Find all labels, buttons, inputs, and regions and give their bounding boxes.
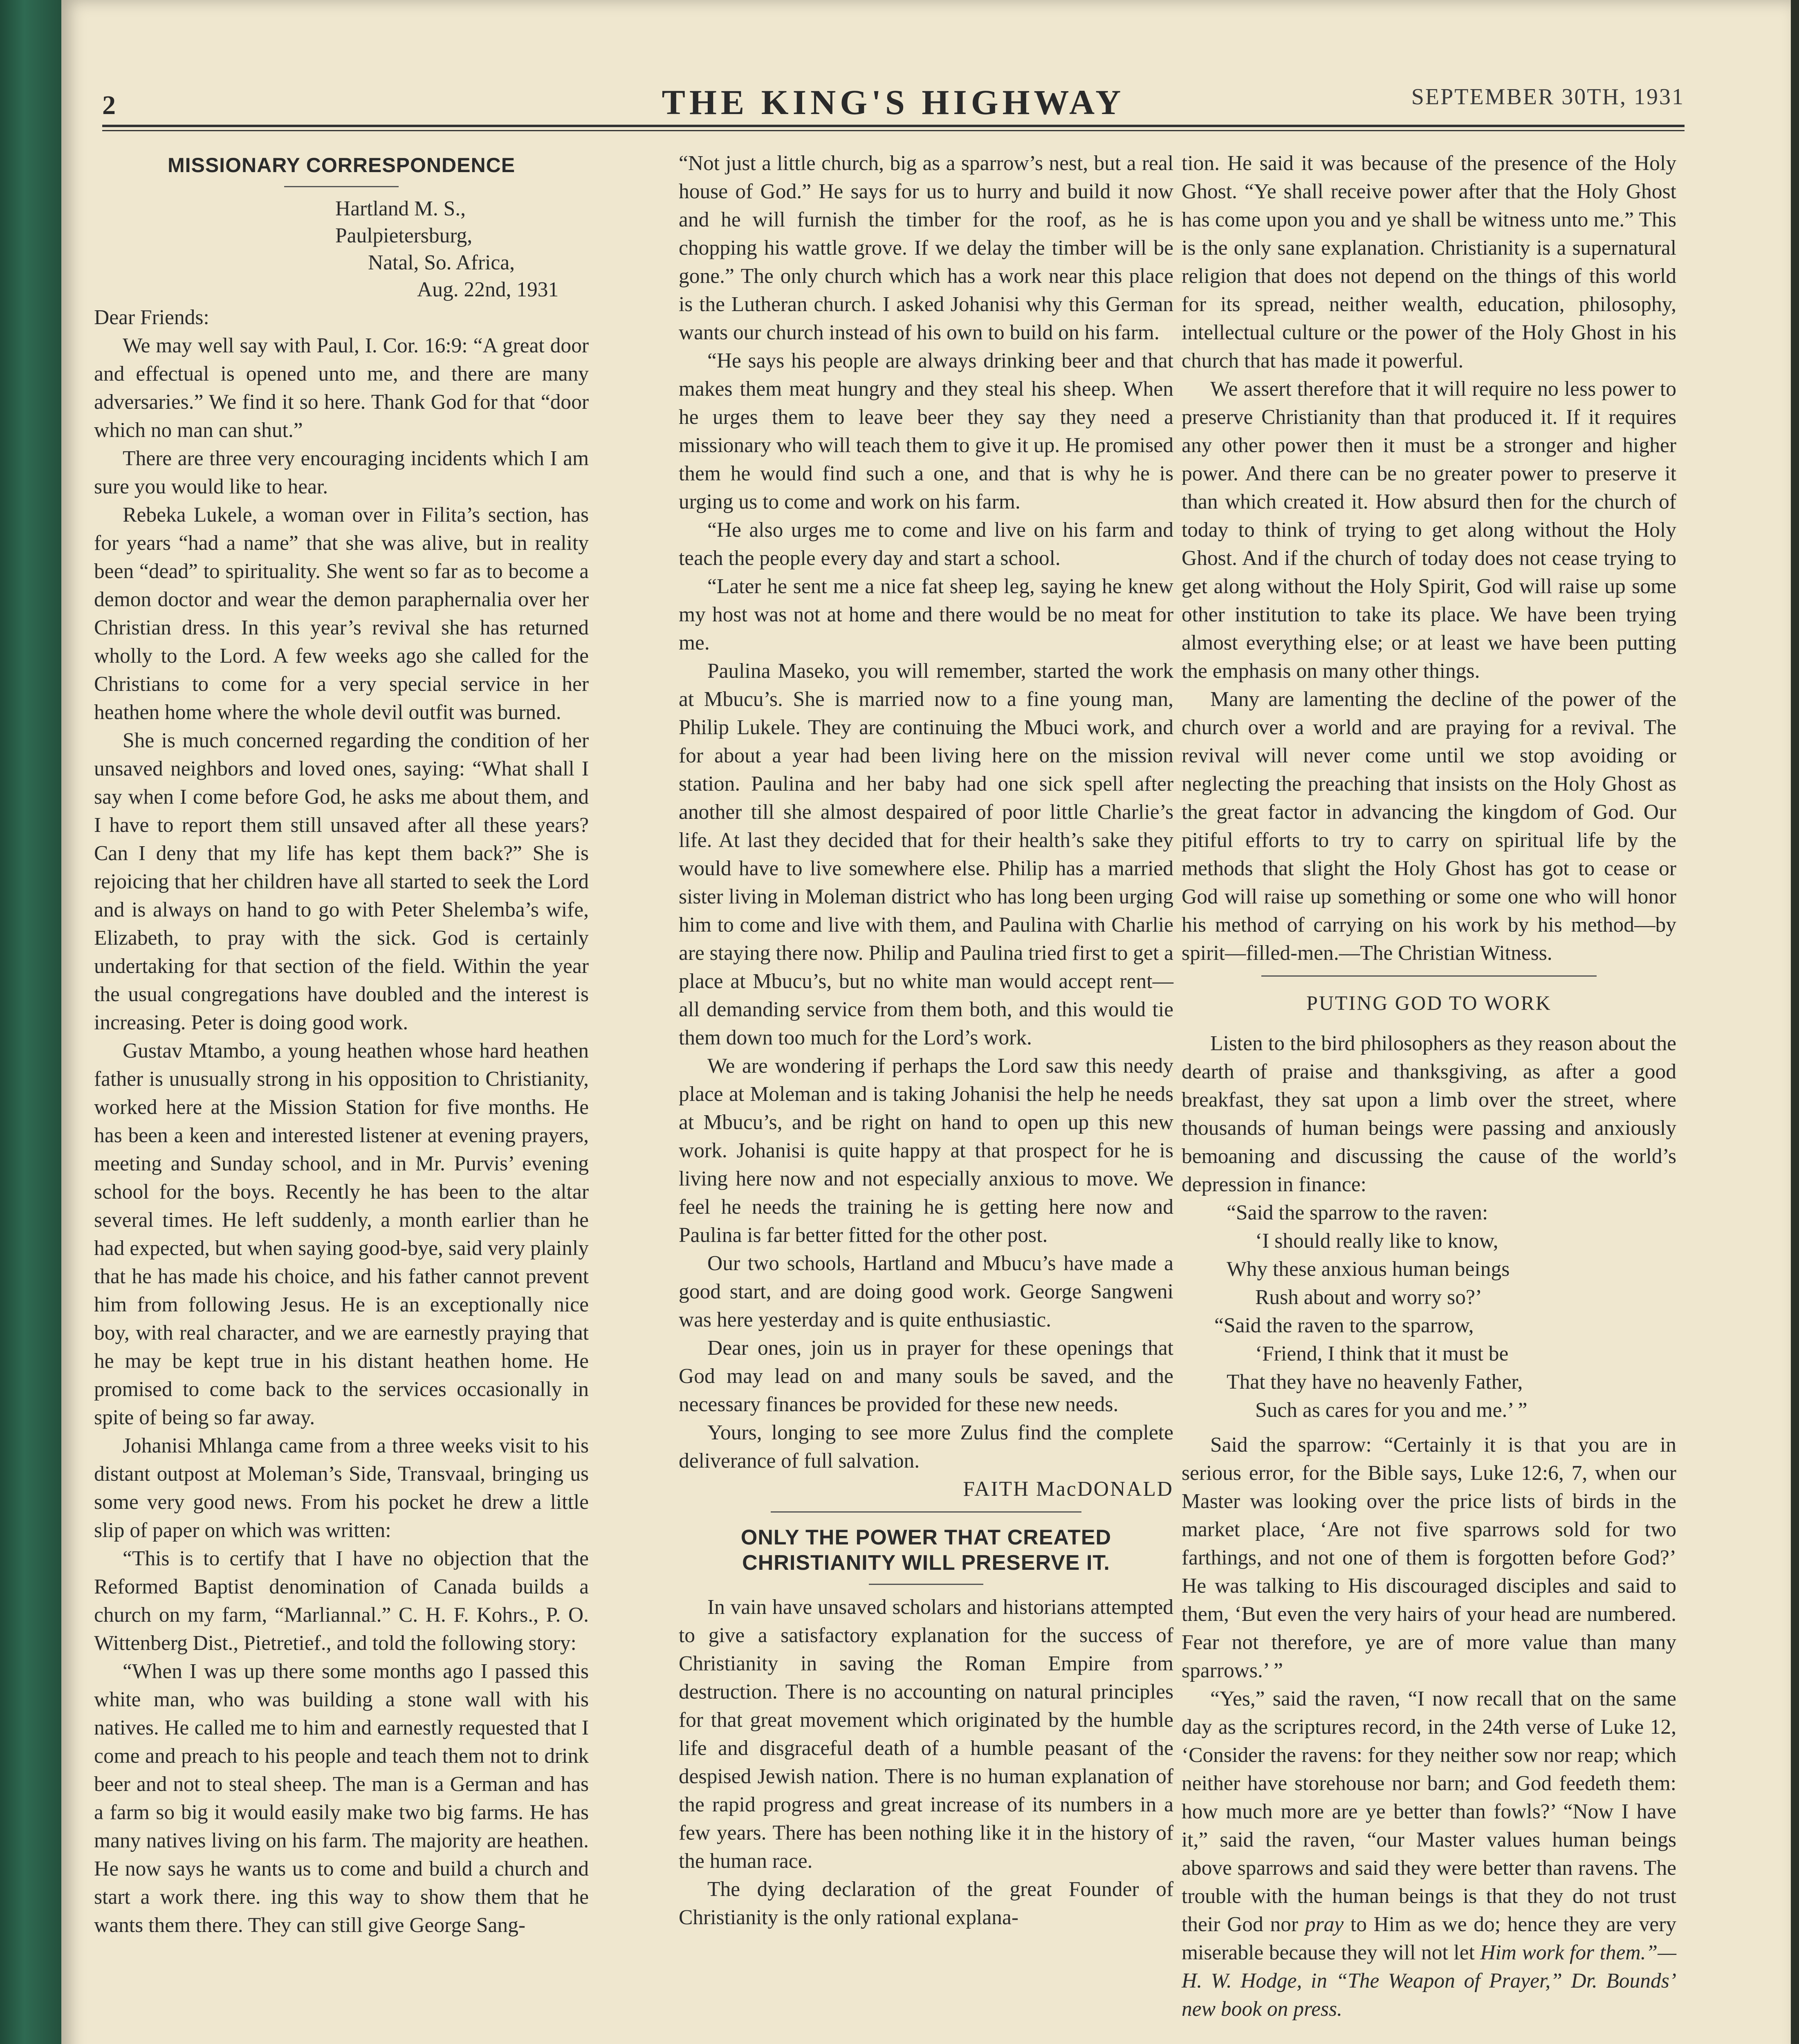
paragraph: Gustav Mtambo, a young heathen whose hard heathen father is unusually strong in his opposition to Christianity, worked here at the Mission Station for five months. He has been a keen and interested listener at evening prayers, meeting and Sunday school, and in Mr. Purvis’ evening school for the boys. Recently he has been to the altar several times. He left suddenly, a month earlier than he had expected, but when saying good-bye, said very plainly that he has made his choice, and his father cannot prevent him from following Jesus. He is an exceptionally nice boy, with real character, and we are earnestly praying that he may be kept true in his distant heathen home. He promised to come back to the services occasionally in spite of being so far away. [94, 1039, 589, 1429]
text-run-italic: pray [1305, 1913, 1344, 1936]
paragraph: In vain have unsaved scholars and historians attempted to give a satisfactory explanation for the success of Christianity in saving the Roman Empire from destruction. There is no accounting on natural principles for that great movement which originated by the humble life and disgraceful death of a humble peasant of the despised Jewish nation. There is no human explanation of the rapid progress and great increase of its numbers in a few years. There has been nothing like it in the history of the human race. [679, 1596, 1173, 1873]
column-1 [94, 149, 589, 1939]
salutation: Dear Friends: [94, 306, 209, 329]
poem-line: ‘Friend, I think that it must be [1255, 1342, 1509, 1365]
poem-line: Why these anxious human beings [1227, 1257, 1510, 1281]
puting-heading: PUTING GOD TO WORK [1306, 991, 1552, 1014]
poem-line: ‘I should really like to know, [1255, 1229, 1498, 1253]
paragraph: Yours, longing to see more Zulus find the complete deliverance of full salvation. [679, 1421, 1173, 1472]
poem-line: That they have no heavenly Father, [1227, 1370, 1523, 1394]
paragraph: “He says his people are always drinking beer and that makes them meat hungry and they steal his sheep. When he urges them to leave beer they say they need a missionary who will teach them to give it up. He promised them he would find such a one, and that is why he is urging us to come and work on his farm. [679, 349, 1173, 513]
paragraph: We assert therefore that it will require no less power to preserve Christianity than that produced it. If it requires any other power then it must be a stronger and higher power. And there can be no greater power to preserve it than which created it. How absurd then for the church of today to think of trying to get along without the Holy Ghost. And if the church of today does not cease trying to get along without the Holy Spirit, God will raise up some other institution to take its place. We have been trying almost everything else; or at least we have been putting the emphasis on many other things. [1182, 377, 1676, 683]
paragraph: Listen to the bird philosophers as they reason about the dearth of praise and thanksgiving, as after a good breakfast, they sat upon a limb over the street, where thousands of human beings were passing and anxiously bemoaning and discussing the cause of the world’s depression in finance: [1182, 1032, 1676, 1196]
paragraph: Rebeka Lukele, a woman over in Filita’s section, has for years “had a name” that she was alive, but in reality been “dead” to spirituality. She went so far as to become a demon doctor and wear the demon paraphernalia over her Christian dress. In this year’s revival she has returned wholly to the Lord. A few weeks ago she called for the Christians to come for a very special service in her heathen home where the whole devil outfit was burned. [94, 503, 589, 724]
paragraph: Said the sparrow: “Certainly it is that you are in serious error, for the Bible says, Luke 12:6, 7, when our Master was looking over the price lists of birds in the market place, ‘Are not five sparrows sold for two farthings, and not one of them is forgotten before God?’ He was talking to His discouraged disciples and said to them, ‘But even the very hairs of your head are numbered. Fear not therefore, ye are of more value than many sparrows.’ ” [1182, 1433, 1676, 1682]
divider [1261, 975, 1597, 977]
poem-line: “Said the raven to the sparrow, [1214, 1314, 1474, 1337]
header-rule [102, 125, 1685, 127]
address-line: Paulpietersburg, [335, 224, 473, 247]
paragraph: “Later he sent me a nice fat sheep leg, saying he knew my host was not at home and there would be no meat for me. [679, 575, 1173, 654]
paragraph: There are three very encouraging incidents which I am sure you would like to hear. [94, 447, 589, 498]
header-rule-thin [102, 130, 1685, 131]
divider [869, 1584, 983, 1585]
address-line: Aug. 22nd, 1931 [417, 278, 559, 301]
paragraph: “When I was up there some months ago I passed this white man, who was building a stone wall with his natives. He called me to him and earnestly requested that I come and preach to his people and teach them not to drink beer and not to steal sheep. The man is a German and has a farm so big it would easily make two big farms. He has many natives living on his farm. The majority are heathen. He now says he wants us to come and build a church and start a work there. ing this way to show them that he wants them there. They can still give George Sang- [94, 1660, 589, 1937]
page-number: 2 [102, 90, 116, 120]
issue-date: SEPTEMBER 30TH, 1931 [1411, 84, 1685, 110]
paragraph: “He also urges me to come and live on his farm and teach the people every day and start a school. [679, 518, 1173, 570]
paragraph: Dear ones, join us in prayer for these openings that God may lead on and many souls be saved, and the necessary finances be provided for these new needs. [679, 1336, 1173, 1416]
paragraph-final [1182, 1685, 1676, 2023]
text-run: “Yes,” said the raven, “I now recall that on the same day as the scriptures record, in the 24th verse of Luke 12, ‘Consider the ravens: for they neither sow nor reap; which neither have storehouse nor barn; and God feedeth them: how much more are ye better than fowls?’ “Now I have it,” said the raven, “our Master values human beings above sparrows and said they were better than ravens. The trouble with the human beings is that they do not trust their God nor [1182, 1687, 1676, 1936]
paragraph: Paulina Maseko, you will remember, started the work at Mbucu’s. She is married now to a fine young man, Philip Lukele. They are continuing the Mbuci work, and for about a year had been living here on the mission station. Paulina and her baby had one sick spell after another till she almost despaired of poor little Charlie’s life. At last they decided that for their health’s sake they would have to live somewhere else. Philip has a married sister living in Moleman district who has long been urging him to come and live with them, and Paulina with Charlie are staying there now. Philip and Paulina tried first to get a place at Mbucu’s, but no white man would accept rent—all demanding service from them both, and this would tie them down too much for the Lord’s work. [679, 659, 1173, 1049]
paragraph: She is much concerned regarding the condition of her unsaved neighbors and loved ones, saying: “What shall I say when I come before God, he asks me about them, and I have to report them still unsaved after all these years? Can I deny that my life has kept them back?” She is rejoicing that her children have all started to seek the Lord and is always on hand to go with Peter Shelemba’s wife, Elizabeth, to pray with the sick. God is certainly undertaking for that section of the field. Within the year the usual congregations have doubled and the interest is increasing. Peter is doing good work. [94, 729, 589, 1034]
divider [771, 1511, 1081, 1513]
address-line: Hartland M. S., [335, 197, 466, 220]
paragraph: Many are lamenting the decline of the power of the church over a world and are praying for a revival. The revival will never come until we stop avoiding or neglecting the preaching that insists on the Holy Ghost as the great factor in advancing the kingdom of God. Our pitiful efforts to try to carry on spiritual life by the methods that slight the Holy Ghost has got to cease or God will raise up something or some one who will honor his method of carrying on his work by his method—by spirit—filled-men.—The Christian Witness. [1182, 688, 1676, 965]
paragraph: tion. He said it was because of the presence of the Holy Ghost. “Ye shall receive power after that the Holy Ghost has come upon you and ye shall be witness unto me.” This is the only sane explanation. Christianity is a supernatural religion that does not depend on the things of this world for its spread, neither wealth, education, philosophy, intellectual culture or the power of the Holy Ghost in his church that has made it powerful. [1182, 152, 1676, 372]
address-line: Natal, So. Africa, [368, 251, 515, 274]
page-header [102, 82, 1685, 131]
paragraph: “Not just a little church, big as a sparrow’s nest, but a real house of God.” He says for us to hurry and build it now and he will furnish the timber for the roof, as he is chopping his wattle grove. If we delay the timber will be gone.” The only church which has a work near this place is the Lutheran church. I asked Johanisi why this German wants our church instead of his own to build on his farm. [679, 152, 1173, 344]
poem-line: Such as cares for you and me.’ ” [1255, 1399, 1528, 1422]
paragraph: Johanisi Mhlanga came from a three weeks visit to his distant outpost at Moleman’s Side, Transvaal, bringing us some very good news. From his pocket he drew a little slip of paper on which was written: [94, 1434, 589, 1542]
letter-address [94, 195, 589, 303]
publication-title: THE KING'S HIGHWAY [662, 83, 1125, 122]
paragraph: “This is to certify that I have no objection that the Reformed Baptist denomination of Canada builds a church on my farm, “Marliannal.” C. H. F. Kohrs., P. O. Wittenberg Dist., Pietretief., and told the following story: [94, 1547, 589, 1655]
missionary-heading: MISSIONARY CORRESPONDENCE [167, 154, 516, 177]
book-binding [0, 0, 61, 2044]
paragraph: We are wondering if perhaps the Lord saw this needy place at Moleman and is taking Johanisi the help he needs at Mbucu’s, and be right on hand to open up this new work. Johanisi is quite happy at that prospect for he is living here now and not especially anxious to move. We feel he needs the training he is getting here now and Paulina is far better fitted for the other post. [679, 1054, 1173, 1247]
power-heading: ONLY THE POWER THAT CREATED CHRISTIANITY WILL PRESERVE IT. [740, 1526, 1112, 1575]
divider [284, 186, 399, 187]
text-run: to Him as we do; hence they are very miserable because they will not let [1182, 1913, 1676, 1964]
column-2 [679, 149, 1173, 1932]
poem-line: “Said the sparrow to the raven: [1227, 1201, 1488, 1224]
poem [1182, 1199, 1676, 1424]
paragraph: Our two schools, Hartland and Mbucu’s have made a good start, and are doing good work. George Sangweni was here yesterday and is quite enthusiastic. [679, 1252, 1173, 1331]
paragraph: The dying declaration of the great Founder of Christianity is the only rational explana- [679, 1878, 1173, 1929]
paragraph: We may well say with Paul, I. Cor. 16:9: “A great door and effectual is opened unto me, and there are many adversaries.” We find it so here. Thank God for that “door which no man can shut.” [94, 334, 589, 442]
signature: FAITH MacDONALD [963, 1477, 1173, 1501]
text-run-italic: Him work for them.”—H. W. Hodge, in “The Weapon of Prayer,” Dr. Bounds’ new book on press. [1182, 1941, 1676, 2021]
column-3 [1182, 149, 1676, 2023]
poem-line: Rush about and worry so?’ [1255, 1286, 1482, 1309]
